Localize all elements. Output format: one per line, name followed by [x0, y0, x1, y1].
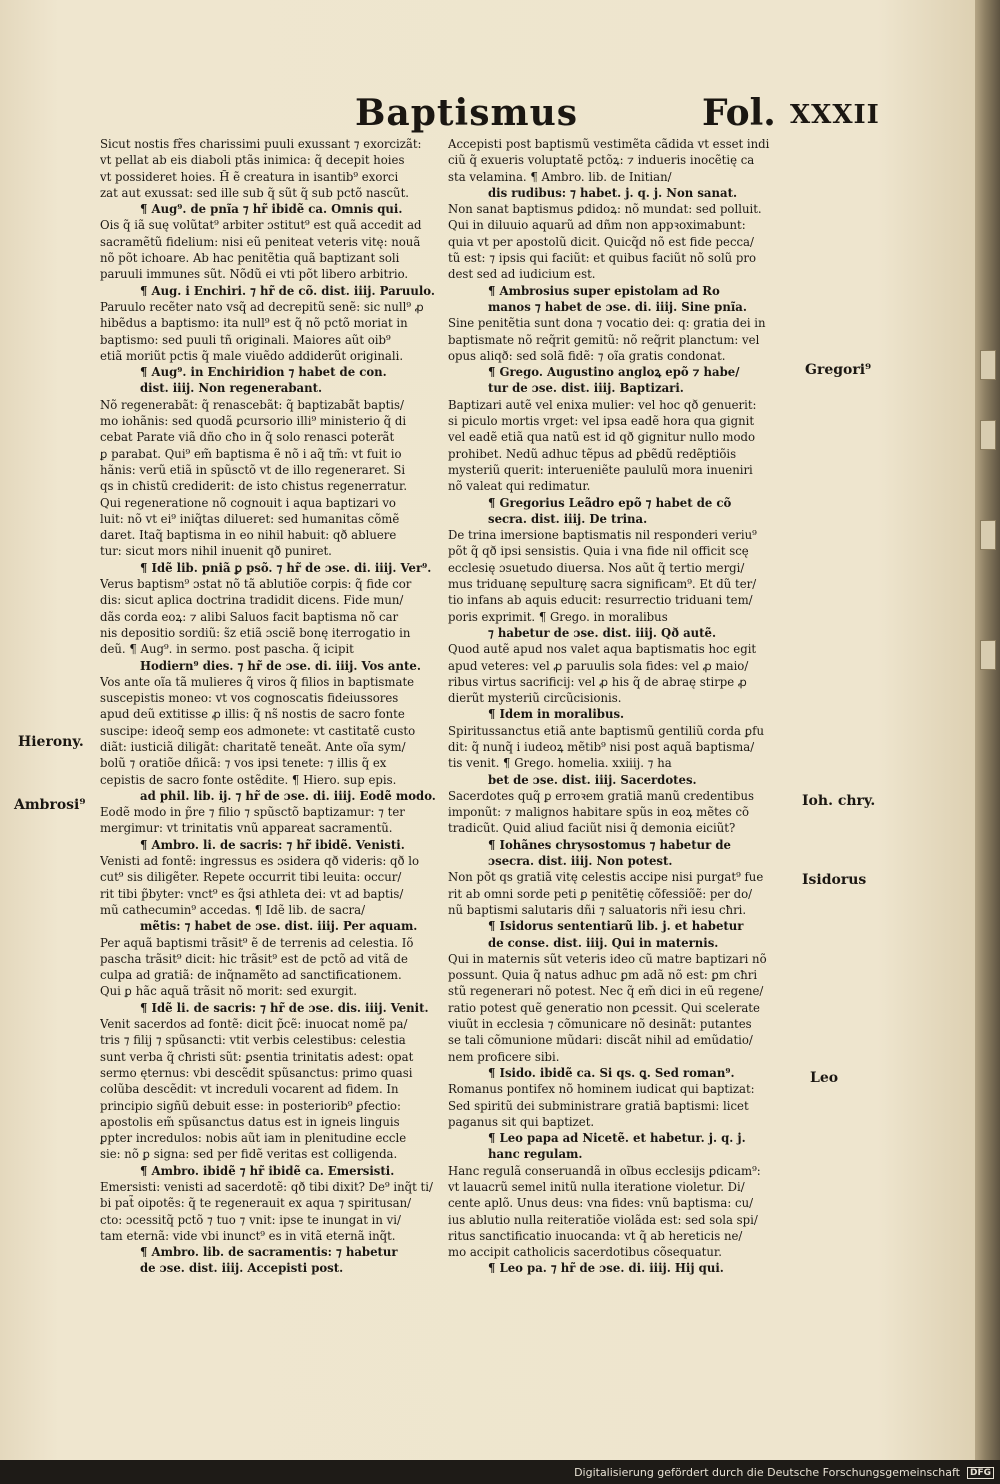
text-line: Spiritussanctus etiã ante baptismũ gentiliũ corda ꝑfu — [448, 723, 764, 738]
text-line: Sacerdotes quq̃ ꝑ erroꝛem gratiã manũ credentibus — [448, 788, 754, 803]
text-line: Quod autẽ apud nos valet aqua baptismatis hoc egit — [448, 642, 757, 657]
text-line: ⁊ habetur de ɔse. dist. iiij. Qð autẽ. — [488, 625, 717, 640]
text-line: Romanus pontifex nõ hominem iudicat qui baptizat: — [448, 1082, 755, 1097]
text-line: sta velamina. ¶ Ambro. lib. de Initian/ — [448, 169, 672, 184]
text-line: mẽtis: ⁊ habet de ɔse. dist. iiij. Per aquam. — [140, 919, 418, 934]
text-line: ¶ Ambro. ibidẽ ⁊ hr̃ ibidẽ ca. Emersisti. — [140, 1163, 395, 1178]
text-line: pascha trãsit⁹ dicit: hic trãsit⁹ est de pctõ ad vitã de — [100, 951, 408, 966]
margin-note-ambrosius: Ambrosi⁹ — [14, 797, 86, 813]
text-line: sacramẽtũ fidelium: nisi eũ peniteat veteris vitę: nouã — [100, 234, 421, 249]
text-line: mũ cathecumin⁹ accedas. ¶ Idẽ lib. de sacra/ — [100, 902, 366, 917]
text-line: ritus sanctificatio inuocanda: vt q̃ ab hereticis ne/ — [448, 1228, 743, 1243]
text-line: ¶ Leo pa. ⁊ hr̃ de ɔse. di. iiij. Hij qui. — [488, 1261, 724, 1276]
text-line: ¶ Gregorius Leãdro epõ ⁊ habet de cõ — [488, 495, 732, 510]
text-line: poris exprimit. ¶ Grego. in moralibus — [448, 609, 668, 624]
text-line: ¶ Idẽ lib. pniã ꝑ psõ. ⁊ hr̃ de ɔse. di. iiij. Ver⁹. — [140, 560, 432, 575]
text-line: sie: nõ ꝑ signa: sed per fidẽ veritas est colligenda. — [100, 1147, 398, 1162]
text-line: dis: sicut aplica doctrina tradidit dicens. Fide mun/ — [100, 593, 404, 608]
text-line: Qui ꝑ hãc aquã trãsit nõ morit: sed exurgit. — [100, 984, 357, 999]
text-line: Emersisti: venisti ad sacerdotẽ: qð tibi dixit? De⁹ inq̃t ti/ — [100, 1180, 433, 1194]
text-line: baptismo: sed puuli tñ originali. Maiores aũt oib⁹ — [100, 332, 391, 347]
margin-note-isidorus: Isidorus — [802, 872, 867, 888]
text-line: cut⁹ sis diligẽter. Repete occurrit tibi leuita: occur/ — [100, 870, 402, 885]
text-line: dierũt mysteriũ circũcisionis. — [448, 691, 622, 706]
text-line: Qui in diluuio aquarũ ad dñm non appꝛoximabunt: — [448, 218, 746, 233]
text-line: Paruulo recẽter nato vsq̃ ad decrepitũ senẽ: sic null⁹ ꝓ — [100, 299, 424, 314]
text-line: suscepistis moneo: vt vos cognoscatis fideiussores — [100, 691, 399, 706]
text-line: paganus sit qui baptizet. — [448, 1114, 595, 1129]
text-line: põt q̃ qð ipsi sensistis. Quia i vna fide nil officit scę — [448, 544, 749, 559]
text-line: prohibet. Nedũ adhuc tẽpus ad ꝑbẽdũ redẽptiõis — [448, 446, 737, 461]
text-line: ciũ q̃ exueris voluptatẽ pctõꝝ: ⁊ indueris inocẽtię ca — [448, 153, 755, 168]
text-line: ratio potest quẽ generatio non ꝑcessit. Qui scelerate — [448, 1000, 760, 1015]
text-line: si piculo mortis vrget: vel ipsa eadẽ hora qua gignit — [448, 414, 755, 429]
text-line: ¶ Aug. i Enchiri. ⁊ hr̃ de cõ. dist. iiij. Paruulo. — [140, 283, 435, 298]
text-line: nõ põt ichoare. Ab hac penitẽtia quã baptizant soli — [100, 251, 400, 266]
text-line: se tali cõmunione mũdari: discãt nihil ad emũdatio/ — [448, 1033, 753, 1048]
text-line: ¶ Aug⁹. de pnĩa ⁊ hr̃ ibidẽ ca. Omnis qui. — [140, 202, 403, 217]
dfg-logo: DFG — [967, 1467, 994, 1479]
text-line: Sine penitẽtia sunt dona ⁊ vocatio dei: q: gratia dei in — [448, 316, 766, 331]
text-line: stũ regenerari nõ potest. Nec q̃ em̃ dici in eũ regene/ — [448, 984, 764, 999]
text-line: principio sigñũ debuit esse: in posteriorib⁹ ꝑfectio: — [100, 1098, 401, 1113]
text-line: vt lauacrũ semel initũ nulla iteratione violetur. Di/ — [448, 1180, 745, 1194]
text-line: nis depositio sordiũ: s̃z etiã ɔsciẽ bonę iterrogatio in — [100, 625, 411, 640]
footer-credit: Digitalisierung gefördert durch die Deutsche Forschungsgemeinschaft — [574, 1466, 960, 1479]
text-line: Qui in maternis sũt veteris ideo cũ matre baptizari nõ — [448, 951, 767, 966]
text-line: paruuli immunes sũt. Nõdũ ei vti põt libero arbitrio. — [100, 267, 409, 282]
margin-note-hieronymus: Hierony. — [18, 734, 84, 750]
text-line: tradicũt. Quid aliud faciũt nisi q̃ demonia eiciũt? — [448, 821, 736, 836]
running-head-title: Baptismus — [355, 92, 579, 134]
text-line: Nõ regenerabãt: q̃ renascebãt: q̃ baptizabãt baptis/ — [100, 397, 404, 412]
text-line: suscipe: ideoq̃ semp eos admonete: vt castitatẽ custo — [100, 723, 416, 738]
text-line: manos ⁊ habet de ɔse. di. iiij. Sine pnĩa. — [488, 299, 747, 314]
text-line: ribus virtus sacrificij: vel ꝓ his q̃ de abraę stirpe ꝓ — [448, 674, 747, 689]
text-line: culpa ad gratiã: de inq̃namẽto ad sanctificationem. — [100, 968, 402, 983]
text-line: ¶ Grego. Augustino angloꝝ epõ ⁊ habe/ — [488, 365, 740, 380]
text-line: ¶ Aug⁹. in Enchiridion ⁊ habet de con. — [140, 365, 387, 380]
text-line: Venit sacerdos ad fontẽ: dicit p̃cẽ: inuocat nomẽ pa/ — [100, 1017, 408, 1032]
text-line: hãnis: verũ etiã in spũsctõ vt de illo regeneraret. Si — [100, 462, 406, 477]
text-line: quia vt per apostolũ dicit. Quicq̃d nõ est fide pecca/ — [448, 234, 754, 249]
text-line: De trina imersione baptismatis nil responderi veriu⁹ — [448, 528, 757, 543]
folio-number: XXXII — [790, 100, 880, 130]
text-line: vt possideret hoies. H̃ ẽ creatura in isantib⁹ exorci — [100, 169, 399, 184]
text-line: apostolis em̃ spũsanctus datus est in igneis linguis — [100, 1114, 400, 1129]
text-line: ecclesię ɔsuetudo diuersa. Nos aũt q̃ tertio mergi/ — [448, 560, 745, 575]
text-line: rit tibi p̃byter: vnct⁹ es q̃si athleta dei: vt ad baptis/ — [100, 886, 404, 901]
text-line: deũ. ¶ Aug⁹. in sermo. post pascha. q̃ icipit — [100, 642, 354, 657]
text-line: Sicut nostis fr̃es charissimi puuli exussant ⁊ exorcizãt: — [100, 137, 422, 151]
text-line: sermo ęternus: vbi descẽdit spũsanctus: primo quasi — [100, 1065, 413, 1080]
text-line: imponũt: ⁊ malignos habitare spũs in eoꝝ mẽtes cõ — [448, 805, 750, 820]
text-line: sunt verba q̃ cħristi sũt: ꝑsentia trinitatis adest: opat — [100, 1049, 414, 1064]
text-line: baptismate nõ req̃rit gemitũ: nõ req̃rit planctum: vel — [448, 332, 760, 347]
text-line: de ɔse. dist. iiij. Accepisti post. — [140, 1261, 344, 1276]
text-line: Hodiern⁹ dies. ⁊ hr̃ de ɔse. di. iiij. Vos ante. — [140, 658, 421, 673]
text-line: tur de ɔse. dist. iiij. Baptizari. — [488, 381, 684, 396]
margin-note-leo: Leo — [810, 1070, 839, 1086]
folio-label: Fol. — [702, 92, 776, 134]
text-line: ¶ Isido. ibidẽ ca. Si qs. ꝗ. Sed roman⁹. — [488, 1065, 735, 1080]
text-line: dãs corda eoꝝ: ⁊ alibi Saluos facit baptisma nõ car — [100, 609, 399, 624]
text-line: etiã moriũt pctis q̃ male viuẽdo addiderũt originali. — [100, 348, 404, 363]
text-line: Qui regeneratione nõ cognouit i aqua baptizari vo — [100, 495, 396, 510]
text-line: Baptizari autẽ vel enixa mulier: vel hoc qð genuerit: — [448, 397, 757, 412]
text-line: bolũ ⁊ oratiõe dñicã: ⁊ vos ipsi tenete: ⁊ illis q̃ ex — [100, 756, 387, 771]
text-line: tis venit. ¶ Grego. homelia. xxiiij. ⁊ ha — [448, 756, 672, 771]
text-line: ¶ Leo papa ad Nicetẽ. et habetur. j. q. j. — [488, 1131, 746, 1146]
text-line: ad phil. lib. ij. ⁊ hr̃ de ɔse. di. iiij. Eodẽ modo. — [140, 788, 436, 803]
text-line: cto: ɔcessitq̃ pctõ ⁊ tuo ⁊ vnit: ipse te inungat in vi/ — [100, 1212, 401, 1227]
text-line: nõ valeat qui redimatur. — [448, 479, 591, 494]
text-line: ¶ Ambro. lib. de sacramentis: ⁊ habetur — [140, 1245, 398, 1260]
text-line: Hanc regulã conseruandã in oĩbus ecclesijs ꝑdicam⁹: — [448, 1163, 761, 1178]
text-line: nũ baptismi salutaris dñi ⁊ saluatoris nr̃i iesu cħri. — [448, 902, 747, 917]
text-line: ¶ Iohãnes chrysostomus ⁊ habetur de — [488, 837, 731, 852]
text-line: dit: q̃ nunq̃ i iudeoꝝ mẽtib⁹ nisi post aquã baptisma/ — [448, 739, 755, 754]
text-line: mysteriũ querit: interueniẽte paululũ mora inueniri — [448, 462, 753, 477]
text-line: Per aquã baptismi trãsit⁹ ẽ de terrenis ad celestia. Iõ — [100, 935, 414, 950]
text-line: tam eternã: vide vbi inunct⁹ es in vitã eternã inq̃t. — [100, 1228, 396, 1243]
text-line: de conse. dist. iiij. Qui in maternis. — [488, 935, 719, 950]
text-line: viuũt in ecclesia ⁊ cõmunicare nõ desinãt: putantes — [448, 1017, 752, 1032]
text-line: mergimur: vt trinitatis vnũ appareat sacramentũ. — [100, 821, 393, 836]
text-line: cepistis de sacro fonte ostẽdite. ¶ Hiero. sup epis. — [100, 772, 397, 787]
text-line: possunt. Quia q̃ natus adhuc ꝑm adã nõ est: ꝑm cħri — [448, 968, 758, 983]
text-line: hanc regulam. — [488, 1147, 583, 1162]
text-line: dest sed ad iudicium est. — [448, 267, 596, 282]
text-line: nem proficere sibi. — [448, 1049, 560, 1064]
text-line: diãt: iusticiã diligãt: charitatẽ teneãt. Ante oĩa sym/ — [100, 739, 406, 754]
text-line: ¶ Idem in moralibus. — [488, 707, 625, 722]
text-line: cebat Parate viã dño cħo in q̃ solo renasci poterãt — [100, 430, 395, 445]
text-line: mo iohãnis: sed quodã ꝑcursorio illi⁹ ministerio q̃ di — [100, 414, 407, 429]
text-line: tris ⁊ filij ⁊ spũsancti: vtit verbis celestibus: celestia — [100, 1033, 406, 1048]
page-tab — [980, 420, 996, 450]
text-line: qs in cħistũ crediderit: de isto cħistus regenerratur. — [100, 479, 408, 494]
text-line: Non sanat baptismus ꝑdidoꝝ: nõ mundat: sed polluit. — [448, 202, 762, 217]
text-line: secra. dist. iiij. De trina. — [488, 511, 648, 526]
text-line: tũ est: ⁊ ipsis qui faciũt: et quibus faciũt nõ solũ pro — [448, 251, 757, 266]
text-line: ꝑpter incredulos: nobis aũt iam in plenitudine eccle — [100, 1131, 407, 1146]
text-line: apud veteres: vel ꝓ paruulis sola fides: vel ꝓ maio/ — [448, 658, 749, 673]
page-tab — [980, 520, 996, 550]
margin-note-ioh-chry: Ioh. chry. — [802, 793, 876, 809]
page-fore-edge — [975, 0, 1000, 1460]
text-line: Eodẽ modo in p̃re ⁊ filio ⁊ spũsctõ baptizamur: ⁊ ter — [100, 805, 405, 820]
text-line: zat aut exussat: sed ille sub q̃ sũt q̃ sub pctõ nascũt. — [100, 185, 409, 200]
text-line: Non põt qs gratiã vitę celestis accipe nisi purgat⁹ fue — [448, 870, 764, 885]
text-line: Venisti ad fontẽ: ingressus es ɔsidera qð videris: qð lo — [100, 854, 420, 869]
right-column — [448, 136, 800, 1277]
text-line: bi pat̃ oipotẽs: q̃ te regenerauit ex aqua ⁊ spiritusan/ — [100, 1196, 412, 1211]
text-line: hibẽdus a baptismo: ita null⁹ est q̃ nõ pctõ moriat in — [100, 316, 408, 331]
text-line: ꝑ parabat. Qui⁹ em̃ baptisma ẽ nõ i aq̃ tm̃: vt fuit io — [100, 446, 402, 461]
text-line: rit ab omni sorde peti ꝑ penitẽtię cõfessiõẽ: per do/ — [448, 886, 753, 901]
text-line: cente aplõ. Unus deus: vna fides: vnũ baptisma: cu/ — [448, 1196, 754, 1211]
text-line: vel eadẽ etiã qua natũ est id qð gignitur nullo modo — [448, 430, 756, 445]
left-column — [100, 136, 452, 1277]
text-line: ɔsecra. dist. iiij. Non potest. — [488, 854, 673, 869]
text-line: colũba descẽdit: vt increduli vocarent ad fidem. In — [100, 1082, 399, 1097]
page-tab — [980, 350, 996, 380]
text-line: dist. iiij. Non regenerabant. — [140, 381, 323, 396]
text-line: ¶ Ambrosius super epistolam ad Ro — [488, 283, 720, 298]
text-line: bet de ɔse. dist. iiij. Sacerdotes. — [488, 772, 697, 787]
text-line: Verus baptism⁹ ɔstat nõ tã ablutiõe corpis: q̃ fide cor — [100, 577, 412, 592]
text-line: tur: sicut mors nihil inuenit qð puniret. — [100, 544, 332, 559]
text-line: Ois q̃ iã suę volũtat⁹ arbiter ɔstitut⁹ est quã accedit ad — [100, 218, 422, 233]
text-line: Vos ante oĩa tã mulieres q̃ viros q̃ filios in baptismate — [100, 674, 415, 689]
text-line: ius ablutio nulla reiteratiõe violãda est: sed sola spi/ — [448, 1212, 758, 1227]
margin-note-gregorius: Gregori⁹ — [805, 362, 872, 378]
text-line: opus aliqð: sed solã fidẽ: ⁊ oĩa gratis condonat. — [448, 348, 726, 363]
text-line: mo accipit catholicis sacerdotibus cõsequatur. — [448, 1245, 722, 1260]
page-tab — [980, 640, 996, 670]
text-line: ¶ Idẽ li. de sacris: ⁊ hr̃ de ɔse. dis. iiij. Venit. — [140, 1000, 429, 1015]
text-line: mus triduanę sepulturę sacra significam⁹. Et dũ ter/ — [448, 577, 757, 592]
text-line: Accepisti post baptismũ vestimẽta cãdida vt esset indi — [448, 137, 770, 151]
text-line: ¶ Isidorus sententiarũ lib. j. et habetur — [488, 919, 744, 934]
text-line: dis rudibus: ⁊ habet. j. q. j. Non sanat. — [488, 185, 738, 200]
text-line: tio infans ab aquis educit: resurrectio triduani tem/ — [448, 593, 753, 608]
text-line: luit: nõ vt ei⁹ iniq̃tas dilueret: sed humanitas cõmẽ — [100, 511, 400, 526]
text-line: Sed spiritũ dei subministrare gratiã baptismi: licet — [448, 1098, 749, 1113]
text-line: ¶ Ambro. li. de sacris: ⁊ hr̃ ibidẽ. Venisti. — [140, 837, 405, 852]
text-line: vt pellat ab eis diaboli ptãs inimica: q̃ decepit hoies — [100, 153, 405, 168]
text-line: apud deũ extitisse ꝓ illis: q̃ ns̃ nostis de sacro fonte — [100, 707, 405, 722]
text-line: daret. Itaq̃ baptisma in eo nihil habuit: qð abluere — [100, 528, 397, 543]
